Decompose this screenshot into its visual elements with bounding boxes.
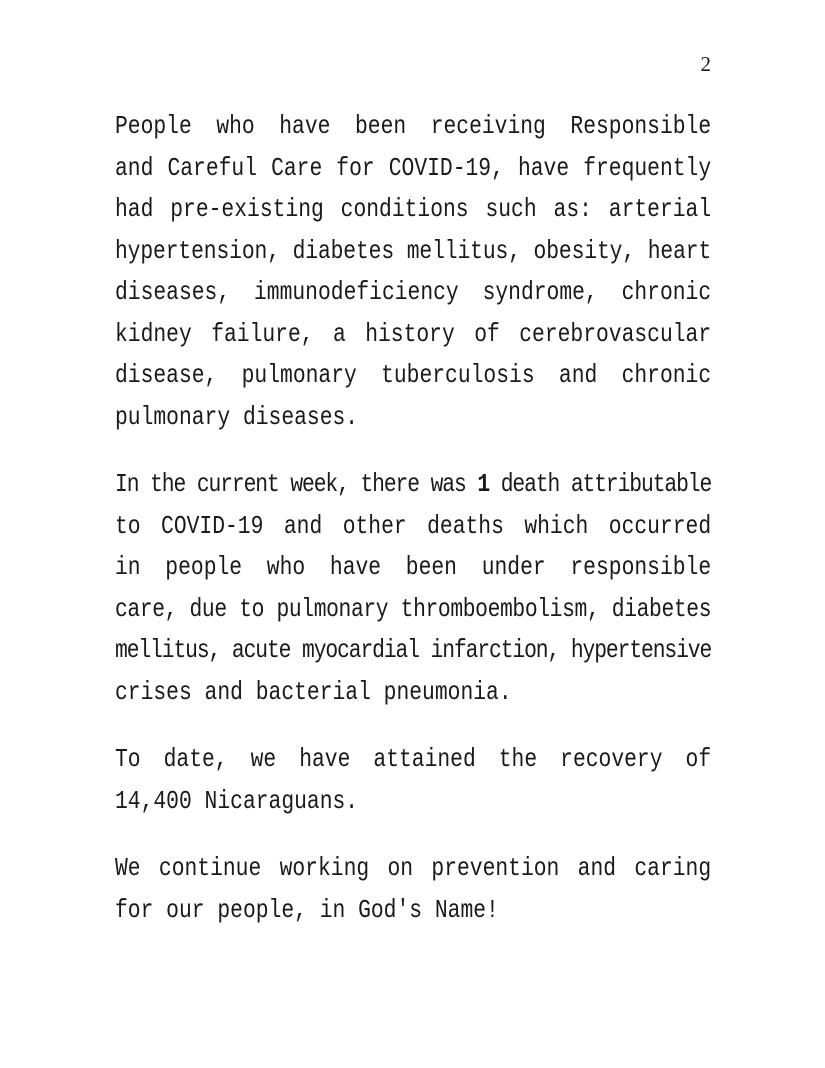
text-line: mellitus, acute myocardial infarction, hypertensive (115, 635, 712, 665)
text-segment: In the current week, there was (115, 469, 478, 499)
text-line: crises and bacterial pneumonia. (115, 676, 512, 707)
text-line: to COVID-19 and other deaths which occurred (115, 510, 712, 541)
text-line: had pre-existing conditions such as: arterial (115, 194, 712, 224)
paragraph-pre-existing-conditions (115, 106, 711, 438)
text-line: in people who have been under responsible (115, 552, 712, 582)
paragraph-closing (115, 848, 711, 931)
page-number: 2 (700, 52, 711, 76)
document-body (115, 106, 711, 931)
text-line: hypertension, diabetes mellitus, obesity, heart (115, 235, 712, 266)
text-line: care, due to pulmonary thromboembolism, diabetes (115, 593, 712, 624)
bold-death-count: 1 (477, 469, 490, 499)
text-line (115, 464, 711, 506)
paragraph-weekly-deaths (115, 464, 711, 713)
paragraph-recoveries (115, 739, 711, 822)
text-line: disease, pulmonary tuberculosis and chronic (115, 360, 712, 390)
text-line: We continue working on prevention and caring (115, 853, 712, 883)
text-line: To date, we have attained the recovery of (115, 744, 712, 774)
text-line: and Careful Care for COVID-19, have frequently (115, 152, 712, 183)
text-segment: death attributable (489, 469, 712, 499)
text-line: 14,400 Nicaraguans. (115, 785, 359, 816)
text-line: kidney failure, a history of cerebrovascular (115, 318, 712, 349)
text-line: for our people, in God's Name! (115, 894, 499, 925)
text-line: pulmonary diseases. (115, 401, 359, 432)
text-line: diseases, immunodeficiency syndrome, chronic (115, 277, 712, 307)
text-line: People who have been receiving Responsible (115, 111, 712, 141)
